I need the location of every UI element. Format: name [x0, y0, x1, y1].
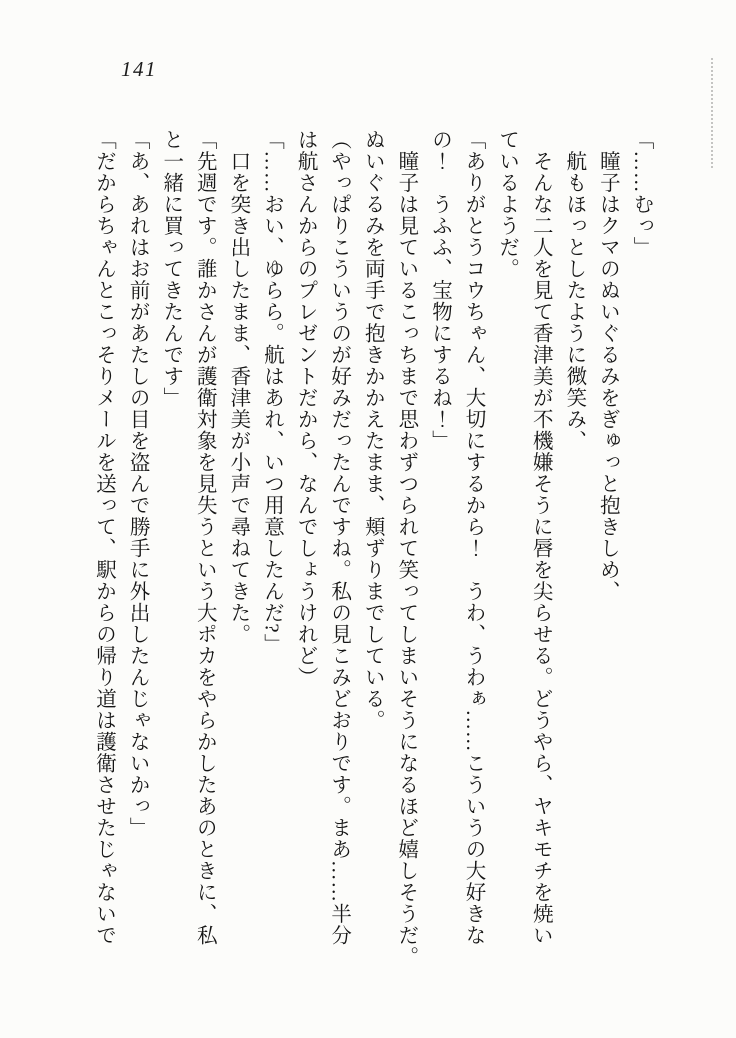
vertical-text-block: [86, 129, 657, 971]
text-line: そんな二人を見て香津美が不機嫌そうに唇を尖らせる。どうやら、ヤキモチを焼い: [529, 129, 552, 946]
text-line: （やっぱりこういうのが好みだったんですね。私の見こみどおりです。まあ……半分: [327, 129, 350, 946]
text-line: と一緒に買ってきたんです」: [159, 129, 182, 409]
text-line: ているようだ。: [495, 129, 518, 280]
text-line: 「先週です。誰かさんが護衛対象を見失うという大ポカをやらかしたあのときに、私: [193, 129, 216, 946]
scan-noise-artifact: [711, 58, 713, 168]
text-line: は航さんからのプレゼントだから、なんでしょうけれど）: [294, 129, 317, 688]
text-line: 「……おい、ゆらら。航はあれ、いつ用意したんだ?」: [260, 129, 283, 656]
text-line: 「だからちゃんとこっそりメールを送って、駅からの帰り道は護衛させたじゃないで: [92, 129, 115, 946]
text-line: 「ありがとうコウちゃん、大切にするから！ うわ、うわぁ……こういうの大好きな: [462, 129, 485, 946]
text-line: ぬいぐるみを両手で抱きかかえたまま、頬ずりまでしている。: [361, 129, 384, 731]
text-line: 「あ、あれはお前があたしの目を盗んで勝手に外出したんじゃないかっ」: [126, 129, 149, 839]
page-number: 141: [121, 57, 157, 81]
text-line: 瞳子は見ているこっちまで思わずつられて笑ってしまいそうになるほど嬉しそうだ。: [394, 129, 417, 968]
text-line: 「……むっ」: [630, 129, 652, 258]
text-line: 瞳子はクマのぬいぐるみをぎゅっと抱きしめ、: [596, 129, 619, 602]
text-line: の！ うふふ、宝物にするね！」: [428, 129, 451, 452]
text-line: 口を突き出したまま、香津美が小声で尋ねてきた。: [226, 129, 249, 645]
text-line: 航もほっとしたように微笑み、: [562, 129, 585, 452]
